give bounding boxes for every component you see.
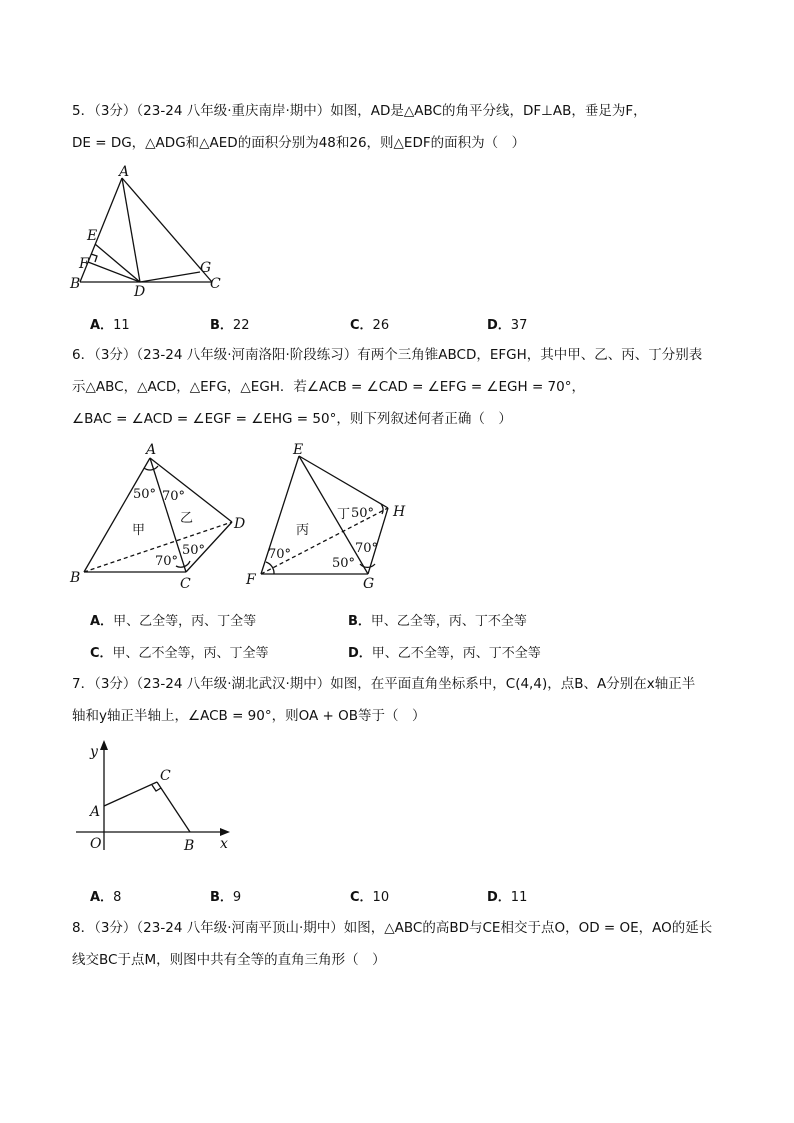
q5-option-c[interactable]: C．26 [350, 318, 390, 333]
q6-angle-bac: 50° [133, 487, 157, 502]
q8-stem-line2: 线交BC于点M，则图中共有全等的直角三角形（ ） [72, 952, 386, 968]
q7-label-y: y [90, 744, 98, 760]
q6-angle-cad: 70° [162, 489, 186, 504]
q7-label-C: C [160, 768, 171, 784]
q5-label-B: B [70, 276, 81, 292]
q6-option-c[interactable]: C．甲、乙不全等，丙、丁全等 [90, 646, 269, 661]
q6-label-F: F [246, 572, 256, 588]
q5-option-b[interactable]: B．22 [210, 318, 250, 333]
q6-angle-egh: 70° [355, 541, 379, 556]
q8-stem-line1: 8．（3分）（23-24 八年级·河南平顶山·期中）如图，△ABC的高BD与CE相交于点O，OD = OE，AO的延长 [72, 920, 713, 936]
q7-option-b[interactable]: B．9 [210, 890, 242, 905]
q6-label-A: A [146, 442, 157, 458]
q6-angle-egf: 50° [332, 556, 356, 571]
q7-label-B: B [184, 838, 195, 854]
q7-label-x: x [220, 836, 228, 852]
q6-region-ding: 丁 [337, 507, 351, 522]
q7-label-A: A [90, 804, 101, 820]
q7-option-a[interactable]: A．8 [90, 890, 122, 905]
q6-angle-efg: 70° [268, 547, 292, 562]
q7-stem-line1: 7．（3分）（23-24 八年级·湖北武汉·期中）如图，在平面直角坐标系中，C(4,4)，点B、A分别在x轴正半 [72, 676, 696, 692]
q5-option-a[interactable]: A．11 [90, 318, 130, 333]
q6-stem-line3: ∠BAC = ∠ACD = ∠EGF = ∠EHG = 50°，则下列叙述何者正确（ ） [72, 411, 512, 427]
q6-label-D: D [234, 516, 246, 532]
q5-label-D: D [134, 284, 146, 300]
q5-label-F: F [79, 256, 89, 272]
q6-figure [62, 436, 422, 596]
q6-label-B: B [70, 570, 81, 586]
q5-figure [62, 160, 232, 300]
q6-label-H: H [393, 504, 406, 520]
q7-option-c[interactable]: C．10 [350, 890, 390, 905]
q6-region-bing: 丙 [296, 523, 310, 538]
q7-label-O: O [90, 836, 102, 852]
q6-region-yi: 乙 [180, 511, 194, 526]
q6-stem-line2: 示△ABC，△ACD，△EFG，△EGH．若∠ACB = ∠CAD = ∠EFG = ∠EGH = 70°， [72, 379, 585, 395]
q7-figure [70, 738, 240, 856]
q5-stem-line1: 5．（3分）（23-24 八年级·重庆南岸·期中）如图，AD是△ABC的角平分线，DF⊥AB，垂足为F， [72, 103, 647, 119]
q6-region-jia: 甲 [132, 523, 146, 538]
q7-option-d[interactable]: D．11 [487, 890, 528, 905]
q5-stem-line2: DE = DG，△ADG和△AED的面积分别为48和26，则△EDF的面积为（ ） [72, 135, 526, 151]
q6-label-C: C [180, 576, 191, 592]
q6-angle-acd: 50° [182, 543, 206, 558]
q5-label-C: C [210, 276, 221, 292]
q5-label-E: E [87, 228, 98, 244]
q6-stem-line1: 6．（3分）（23-24 八年级·河南洛阳·阶段练习）有两个三角锥ABCD，EFGH，其中甲、乙、丙、丁分别表 [72, 347, 703, 363]
q5-label-G: G [200, 260, 212, 276]
q6-label-E: E [293, 442, 304, 458]
q6-angle-acb: 70° [155, 554, 179, 569]
q6-option-b[interactable]: B．甲、乙全等，丙、丁不全等 [348, 614, 527, 629]
q6-option-d[interactable]: D．甲、乙不全等，丙、丁不全等 [348, 646, 541, 661]
q6-option-a[interactable]: A．甲、乙全等，丙、丁全等 [90, 614, 257, 629]
q7-stem-line2: 轴和y轴正半轴上，∠ACB = 90°，则OA + OB等于（ ） [72, 708, 426, 724]
q5-label-A: A [119, 164, 130, 180]
q6-angle-ehg: 50° [351, 506, 375, 521]
q5-option-d[interactable]: D．37 [487, 318, 528, 333]
q6-label-G: G [363, 576, 375, 592]
